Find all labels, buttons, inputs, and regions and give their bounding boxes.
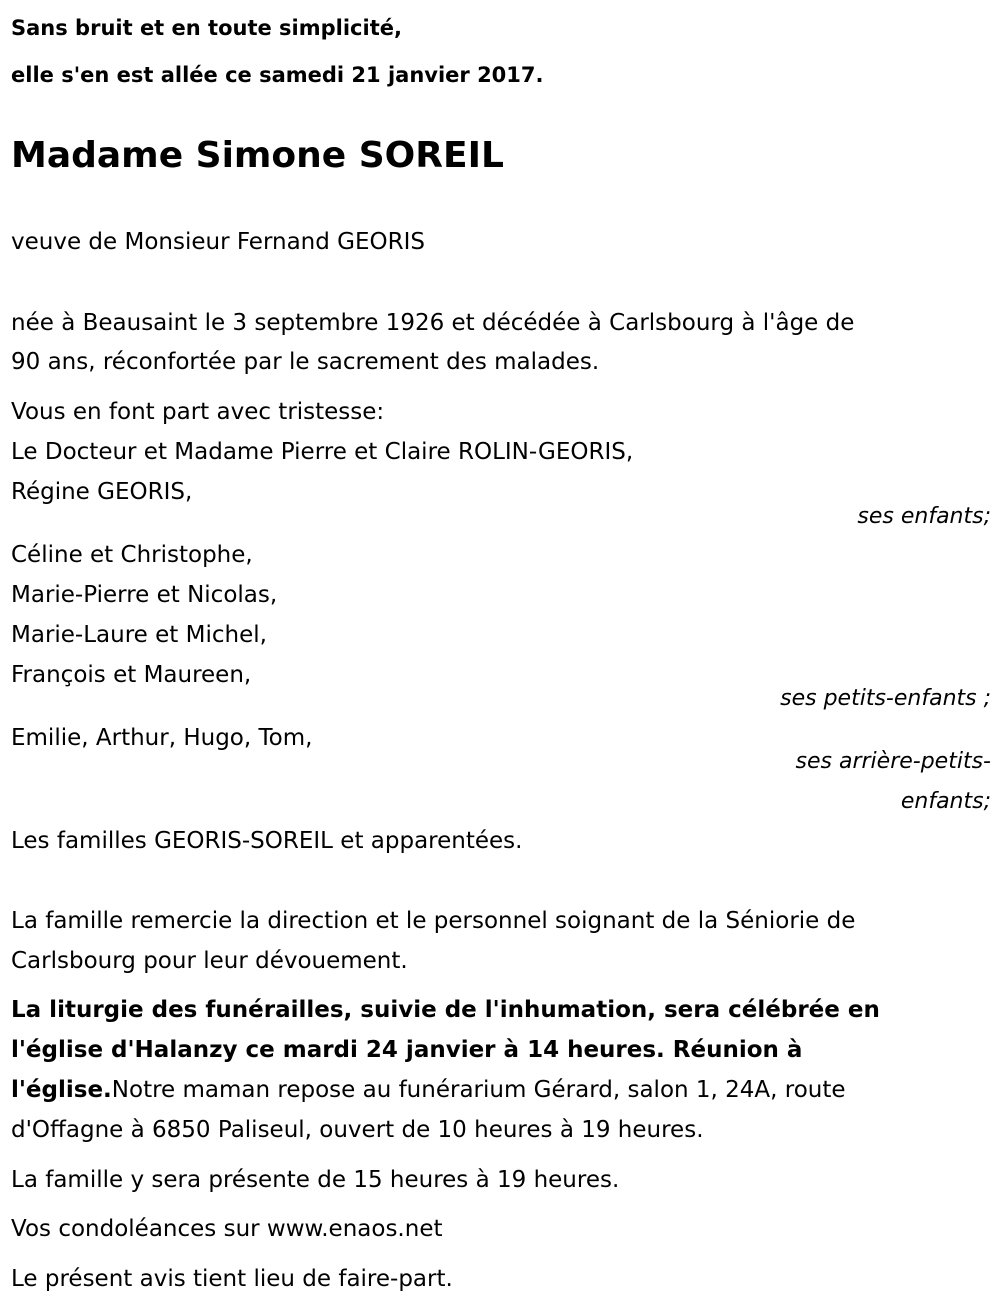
grandchild-line: Marie-Laure et Michel, bbox=[11, 622, 267, 648]
grandchild-line: François et Maureen, bbox=[11, 662, 252, 688]
thanks-line-1: La famille remercie la direction et le personnel soignant de la Séniorie de bbox=[11, 908, 856, 934]
family-intro: Vous en font part avec tristesse: bbox=[11, 399, 385, 425]
great-grandchild-line: Emilie, Arthur, Hugo, Tom, bbox=[11, 725, 313, 751]
funeral-line-3 bbox=[11, 1075, 846, 1105]
families-line: Les familles GEORIS-SOREIL et apparentées. bbox=[11, 828, 523, 854]
notice-line: Le présent avis tient lieu de faire-part. bbox=[11, 1266, 453, 1292]
funerarium-line-2: d'Offagne à 6850 Paliseul, ouvert de 10 heures à 19 heures. bbox=[11, 1117, 704, 1143]
birth-death-line-2: 90 ans, réconfortée par le sacrement des malades. bbox=[11, 349, 600, 375]
great-grandchildren-relation-label-2: enfants; bbox=[900, 789, 991, 814]
widow-of: veuve de Monsieur Fernand GEORIS bbox=[11, 229, 425, 255]
thanks-line-2: Carlsbourg pour leur dévouement. bbox=[11, 948, 408, 974]
children-relation-label: ses enfants; bbox=[857, 504, 991, 529]
birth-death-line-1: née à Beausaint le 3 septembre 1926 et décédée à Carlsbourg à l'âge de bbox=[11, 310, 855, 336]
child-line: Régine GEORIS, bbox=[11, 479, 193, 505]
condolences-prefix: Vos condoléances sur bbox=[11, 1216, 267, 1242]
obituary-notice bbox=[11, 0, 991, 1315]
deceased-name: Madame Simone SOREIL bbox=[11, 135, 504, 176]
funeral-bold-end: l'église. bbox=[11, 1077, 112, 1103]
funeral-line-2: l'église d'Halanzy ce mardi 24 janvier à 14 heures. Réunion à bbox=[11, 1037, 803, 1063]
grandchild-line: Céline et Christophe, bbox=[11, 542, 253, 568]
condolences-link[interactable]: www.enaos.net bbox=[266, 1216, 443, 1242]
grandchild-line: Marie-Pierre et Nicolas, bbox=[11, 582, 278, 608]
intro-line-2: elle s'en est allée ce samedi 21 janvier 2017. bbox=[11, 63, 544, 87]
child-line: Le Docteur et Madame Pierre et Claire ROLIN-GEORIS, bbox=[11, 439, 634, 465]
funerarium-text: Notre maman repose au funérarium Gérard, salon 1, 24A, route bbox=[111, 1077, 846, 1103]
presence-line: La famille y sera présente de 15 heures à 19 heures. bbox=[11, 1167, 620, 1193]
funeral-line-1: La liturgie des funérailles, suivie de l'inhumation, sera célébrée en bbox=[11, 997, 880, 1023]
condolences-line bbox=[11, 1214, 443, 1244]
grandchildren-relation-label: ses petits-enfants ; bbox=[780, 686, 991, 711]
great-grandchildren-relation-label-1: ses arrière-petits- bbox=[795, 749, 991, 774]
intro-line-1: Sans bruit et en toute simplicité, bbox=[11, 16, 402, 40]
